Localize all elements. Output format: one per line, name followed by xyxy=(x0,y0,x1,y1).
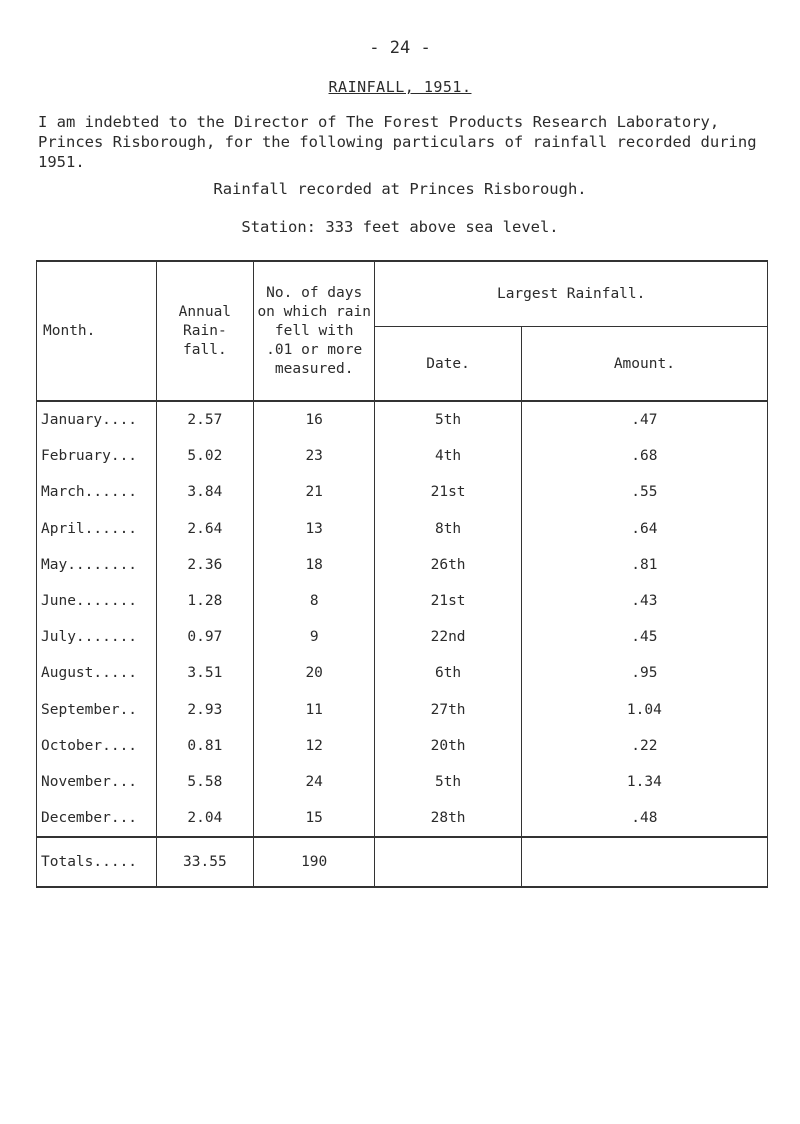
largest-date-cell: 27th xyxy=(375,692,521,728)
annual-rainfall-cell: 5.58 xyxy=(156,764,253,800)
rain-days-cell: 15 xyxy=(254,800,375,837)
report-heading xyxy=(0,78,800,96)
annual-rainfall-cell: 0.81 xyxy=(156,728,253,764)
table-row xyxy=(37,692,768,728)
intro-paragraph xyxy=(38,112,778,172)
table-row xyxy=(37,401,768,438)
table-row xyxy=(37,619,768,655)
totals-date xyxy=(375,837,521,887)
annual-rainfall-header xyxy=(156,261,253,401)
annual-rainfall-cell: 1.28 xyxy=(156,583,253,619)
rain-days-cell: 11 xyxy=(254,692,375,728)
totals-label: Totals..... xyxy=(37,837,157,887)
table-row xyxy=(37,547,768,583)
annual-rainfall-cell: 0.97 xyxy=(156,619,253,655)
rain-days-cell: 13 xyxy=(254,511,375,547)
largest-date-cell: 21st xyxy=(375,474,521,510)
days-header-line: No. of days xyxy=(266,284,363,301)
totals-days: 190 xyxy=(254,837,375,887)
station-elevation: Station: 333 feet above sea level. xyxy=(241,218,559,236)
largest-amount-cell: .22 xyxy=(521,728,767,764)
month-cell: April...... xyxy=(37,511,157,547)
rain-days-cell: 12 xyxy=(254,728,375,764)
totals-row xyxy=(37,837,768,887)
largest-date-cell: 28th xyxy=(375,800,521,837)
largest-date-cell: 5th xyxy=(375,764,521,800)
annual-rainfall-cell: 2.04 xyxy=(156,800,253,837)
month-cell: October.... xyxy=(37,728,157,764)
annual-rainfall-cell: 5.02 xyxy=(156,438,253,474)
largest-amount-cell: .81 xyxy=(521,547,767,583)
largest-date-cell: 6th xyxy=(375,655,521,691)
table-row xyxy=(37,728,768,764)
table-row xyxy=(37,764,768,800)
annual-header-line: fall. xyxy=(183,341,227,358)
largest-amount-cell: .43 xyxy=(521,583,767,619)
largest-amount-cell: .64 xyxy=(521,511,767,547)
days-header-line: on which rain xyxy=(257,303,371,320)
largest-amount-cell: .95 xyxy=(521,655,767,691)
date-header: Date. xyxy=(375,327,521,402)
days-header-line: measured. xyxy=(274,360,354,377)
largest-amount-cell: .45 xyxy=(521,619,767,655)
annual-rainfall-cell: 2.36 xyxy=(156,547,253,583)
totals-annual: 33.55 xyxy=(156,837,253,887)
largest-date-cell: 4th xyxy=(375,438,521,474)
rain-days-cell: 8 xyxy=(254,583,375,619)
largest-amount-cell: .68 xyxy=(521,438,767,474)
largest-amount-cell: 1.04 xyxy=(521,692,767,728)
month-cell: June....... xyxy=(37,583,157,619)
largest-date-cell: 20th xyxy=(375,728,521,764)
largest-date-cell: 8th xyxy=(375,511,521,547)
largest-rainfall-header: Largest Rainfall. xyxy=(375,261,768,327)
rain-days-cell: 20 xyxy=(254,655,375,691)
heading-text: RAINFALL, 1951. xyxy=(328,78,472,96)
month-cell: December... xyxy=(37,800,157,837)
annual-header-line: Annual xyxy=(178,303,232,320)
rain-days-cell: 9 xyxy=(254,619,375,655)
month-cell: March...... xyxy=(37,474,157,510)
days-header-line: .01 or more xyxy=(266,341,363,358)
month-cell: September.. xyxy=(37,692,157,728)
annual-rainfall-cell: 3.84 xyxy=(156,474,253,510)
totals-amount xyxy=(521,837,767,887)
annual-rainfall-cell: 2.57 xyxy=(156,401,253,438)
amount-header: Amount. xyxy=(521,327,767,402)
table-row xyxy=(37,474,768,510)
table-subtitle: Rainfall recorded at Princes Risborough. xyxy=(213,180,587,198)
month-header: Month. xyxy=(37,261,157,401)
table-row xyxy=(37,511,768,547)
rain-days-header xyxy=(254,261,375,401)
page-number: - 24 - xyxy=(369,38,431,58)
month-cell: July....... xyxy=(37,619,157,655)
month-cell: May........ xyxy=(37,547,157,583)
rain-days-cell: 23 xyxy=(254,438,375,474)
rainfall-table xyxy=(36,260,768,888)
days-header-line: fell with xyxy=(274,322,354,339)
intro-text: I am indebted to the Director of The Forest Products Research Laboratory, Princes Risborough, for the following particulars of rainfall recorded during 1951. xyxy=(38,113,757,171)
month-cell: August..... xyxy=(37,655,157,691)
table-row xyxy=(37,800,768,837)
month-cell: January.... xyxy=(37,401,157,438)
largest-date-cell: 22nd xyxy=(375,619,521,655)
annual-rainfall-cell: 2.64 xyxy=(156,511,253,547)
month-cell: February... xyxy=(37,438,157,474)
month-cell: November... xyxy=(37,764,157,800)
annual-rainfall-cell: 2.93 xyxy=(156,692,253,728)
rain-days-cell: 16 xyxy=(254,401,375,438)
rain-days-cell: 18 xyxy=(254,547,375,583)
table-row xyxy=(37,438,768,474)
table-row xyxy=(37,655,768,691)
largest-amount-cell: .48 xyxy=(521,800,767,837)
largest-amount-cell: .47 xyxy=(521,401,767,438)
largest-amount-cell: 1.34 xyxy=(521,764,767,800)
rain-days-cell: 21 xyxy=(254,474,375,510)
table-row xyxy=(37,583,768,619)
largest-date-cell: 5th xyxy=(375,401,521,438)
largest-date-cell: 26th xyxy=(375,547,521,583)
annual-header-line: Rain- xyxy=(183,322,227,339)
annual-rainfall-cell: 3.51 xyxy=(156,655,253,691)
rain-days-cell: 24 xyxy=(254,764,375,800)
largest-date-cell: 21st xyxy=(375,583,521,619)
largest-amount-cell: .55 xyxy=(521,474,767,510)
